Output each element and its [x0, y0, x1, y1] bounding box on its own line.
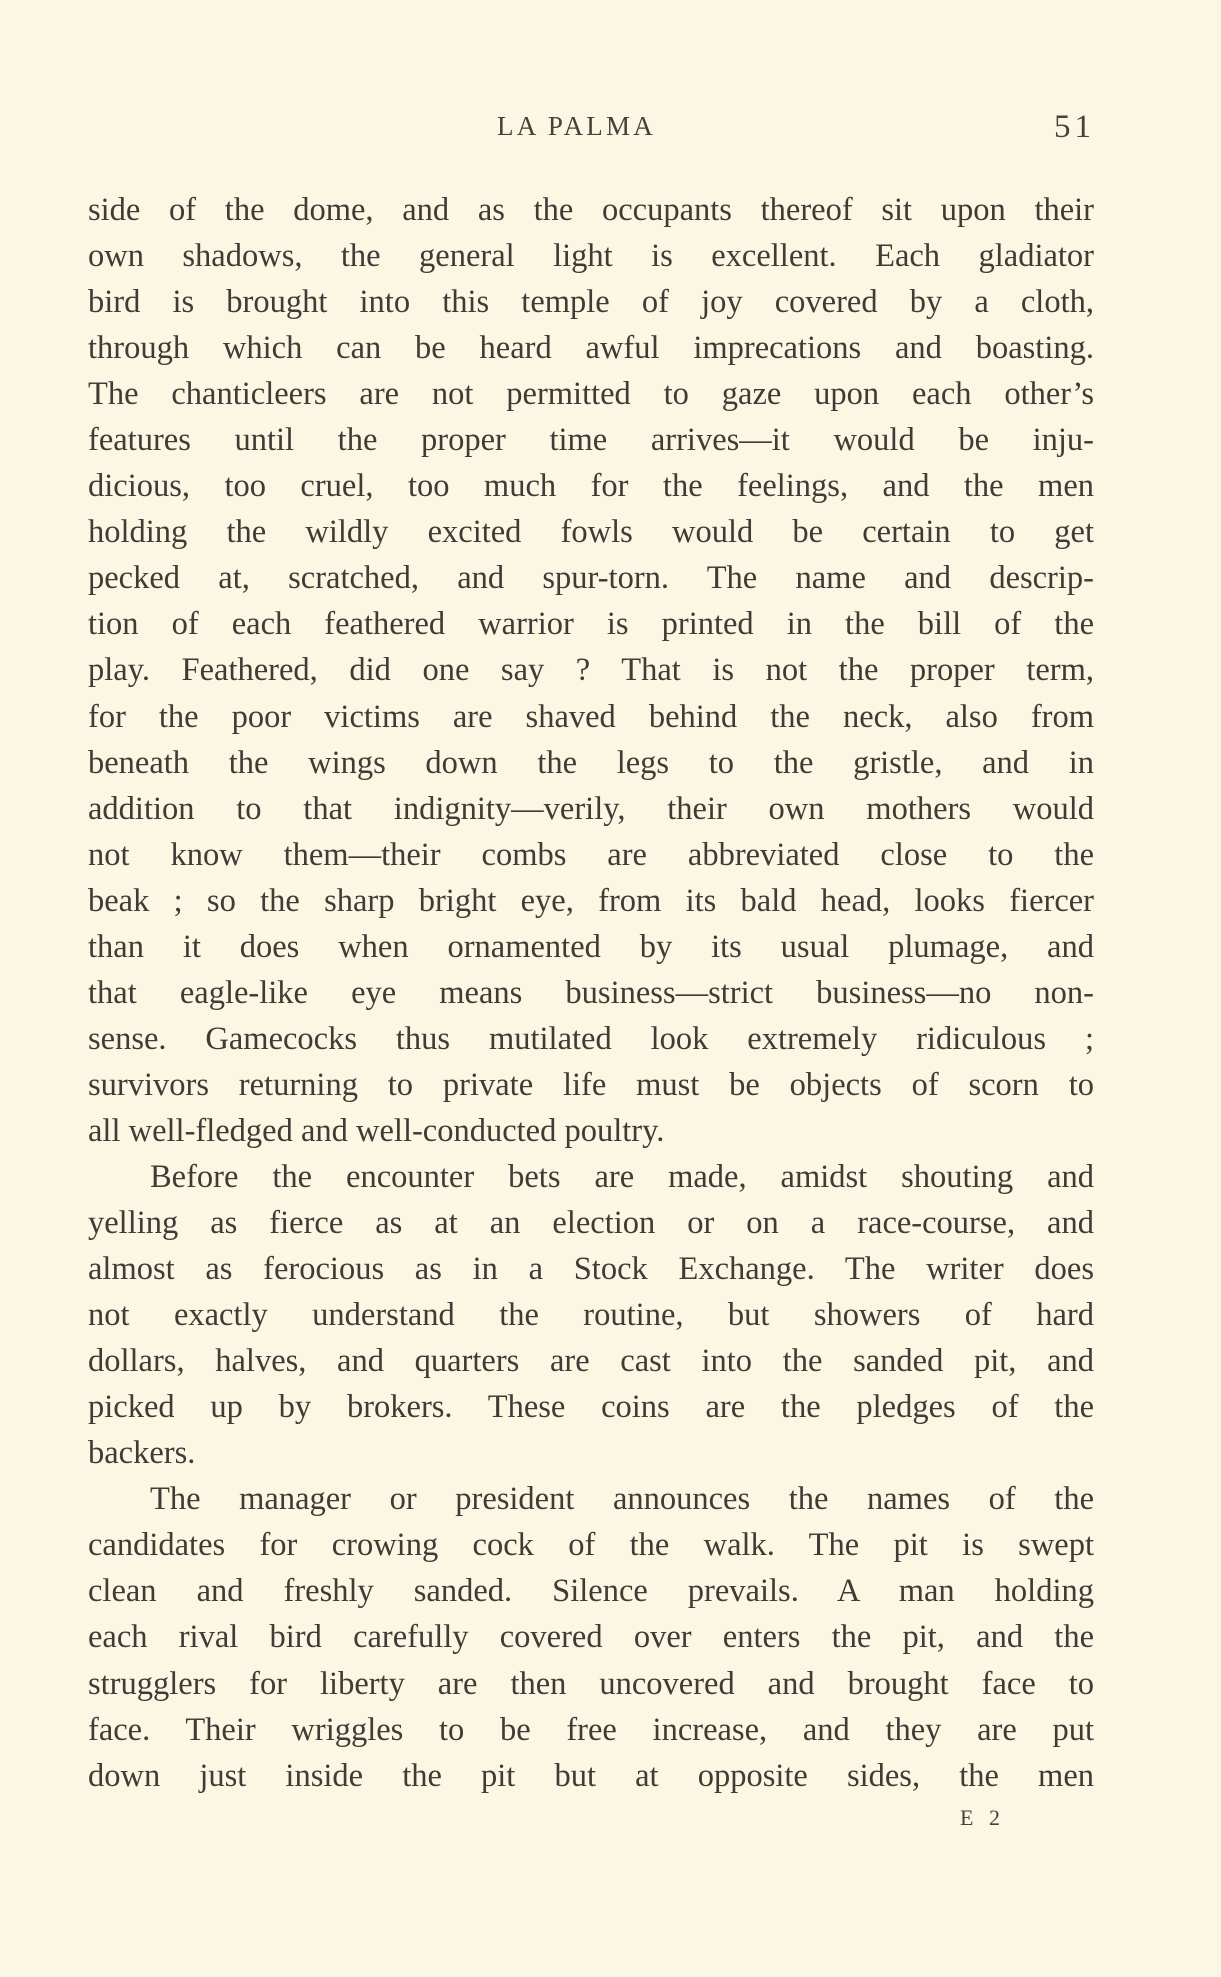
paragraph-start-line: Before the encounter bets are made, amidst shouting and — [150, 1158, 1094, 1195]
text-line: candidates for crowing cock of the walk. The pit is swept — [88, 1527, 1094, 1564]
text-line: almost as ferocious as in a Stock Exchange. The writer does — [88, 1251, 1094, 1288]
signature-mark: E 2 — [960, 1805, 1005, 1830]
running-title: LA PALMA — [497, 111, 656, 141]
body-text — [88, 187, 1094, 1799]
text-line: sense. Gamecocks thus mutilated look extremely ridiculous ; — [88, 1020, 1094, 1057]
text-line: holding the wildly excited fowls would be certain to get — [88, 514, 1094, 551]
text-line: survivors returning to private life must be objects of scorn to — [88, 1066, 1094, 1103]
text-line: clean and freshly sanded. Silence prevails. A man holding — [88, 1573, 1094, 1610]
page-number: 51 — [1054, 109, 1095, 145]
running-head — [0, 0, 1221, 160]
text-line: dicious, too cruel, too much for the feelings, and the men — [88, 468, 1094, 505]
paragraph-start-line: The manager or president announces the names of the — [150, 1481, 1094, 1518]
text-line: than it does when ornamented by its usual plumage, and — [88, 928, 1094, 965]
text-line: face. Their wriggles to be free increase, and they are put — [88, 1711, 1094, 1748]
text-line: The chanticleers are not permitted to gaze upon each other’s — [88, 376, 1094, 413]
text-line: side of the dome, and as the occupants thereof sit upon their — [88, 192, 1094, 228]
text-line: each rival bird carefully covered over enters the pit, and the — [88, 1619, 1094, 1656]
text-line: not know them—their combs are abbreviated close to the — [88, 836, 1094, 873]
text-line: beak ; so the sharp bright eye, from its bald head, looks fiercer — [88, 882, 1094, 919]
text-line: tion of each feathered warrior is printed in the bill of the — [88, 606, 1094, 643]
paragraph-end-line: all well-fledged and well-conducted poultry. — [88, 1112, 665, 1149]
paragraph-end-line: backers. — [88, 1435, 196, 1472]
text-line: that eagle-like eye means business—strict business—no non- — [88, 974, 1094, 1011]
text-line: features until the proper time arrives—it would be inju- — [88, 422, 1094, 459]
text-line: own shadows, the general light is excellent. Each gladiator — [88, 238, 1094, 275]
text-line: play. Feathered, did one say ? That is not the proper term, — [88, 652, 1094, 689]
text-line: yelling as fierce as at an election or on a race-course, and — [88, 1205, 1094, 1242]
text-line: beneath the wings down the legs to the gristle, and in — [88, 744, 1094, 781]
text-line: pecked at, scratched, and spur-torn. The name and descrip- — [88, 560, 1094, 597]
text-line: picked up by brokers. These coins are the pledges of the — [88, 1389, 1094, 1426]
text-line: strugglers for liberty are then uncovered and brought face to — [88, 1665, 1094, 1702]
text-line: through which can be heard awful imprecations and boasting. — [88, 330, 1094, 367]
text-line: down just inside the pit but at opposite sides, the men — [88, 1757, 1094, 1794]
text-line: dollars, halves, and quarters are cast into the sanded pit, and — [88, 1343, 1094, 1380]
text-line: addition to that indignity—verily, their own mothers would — [88, 790, 1094, 827]
text-line: not exactly understand the routine, but showers of hard — [88, 1297, 1094, 1334]
text-line: bird is brought into this temple of joy covered by a cloth, — [88, 284, 1094, 321]
text-line: for the poor victims are shaved behind the neck, also from — [88, 698, 1094, 735]
